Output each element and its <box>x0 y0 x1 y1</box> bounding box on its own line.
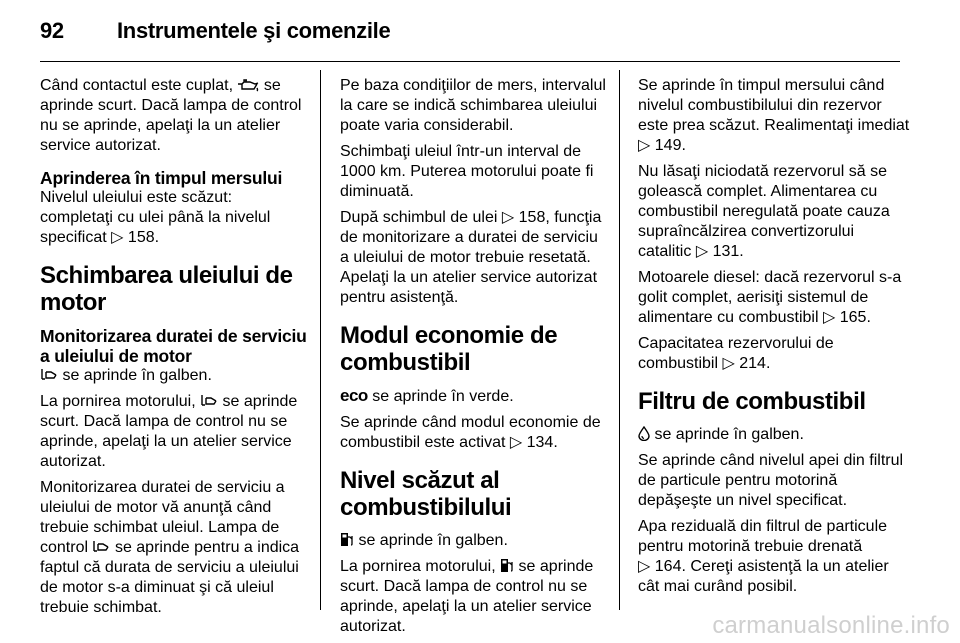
text: se aprinde scurt. Dacă lampa de control nu se aprinde, apelaţi la un atelier service autorizat. <box>40 77 302 154</box>
text: La pornirea motorului, <box>340 558 496 575</box>
paragraph: Se aprinde când nivelul apei din filtrul de particule pentru motorină depăşeşte un nivel specificat. <box>638 452 904 509</box>
text: Cereţi asistenţă la un atelier cât mai curând posibil. <box>638 558 889 595</box>
oil-service-icon <box>92 540 110 554</box>
paragraph <box>340 386 608 407</box>
page-ref-arrow-icon: ▷ <box>509 434 523 451</box>
text: se aprinde pentru a indica faptul că durata de serviciu a uleiului de motor s-a diminuat şi că uleiul trebuie schimbat. <box>40 539 300 616</box>
text: completaţi cu ulei până la nivelul specificat <box>40 209 271 246</box>
paragraph: Pe baza condiţiilor de mers, intervalul la care se indică schimbarea uleiului poate varia considerabil. <box>340 77 606 134</box>
heading-oil-monitor: Monitorizarea duratei de serviciu a uleiului de motor <box>40 326 307 366</box>
paragraph <box>638 425 910 445</box>
text: Se aprinde când modul economie de combustibil este activat <box>340 414 601 451</box>
water-drop-icon <box>638 426 650 441</box>
column-3 <box>638 76 910 603</box>
page-ref[interactable]: 134. <box>526 434 558 451</box>
paragraph <box>40 76 312 156</box>
paragraph <box>40 392 312 472</box>
paragraph <box>638 517 910 597</box>
column-1 <box>40 76 312 624</box>
paragraph <box>340 208 608 308</box>
paragraph <box>340 413 608 453</box>
text: se aprinde în galben. <box>358 532 508 549</box>
page-ref-arrow-icon: ▷ <box>695 243 709 260</box>
text: Capacitatea rezervorului de combustibil <box>638 335 834 372</box>
page-ref-arrow-icon: ▷ <box>722 355 735 372</box>
column-2 <box>340 76 608 643</box>
heading-oil-change: Schimbarea uleiului de motor <box>40 262 293 316</box>
heading-eco-mode: Modul economie de combustibil <box>340 322 558 376</box>
text: se aprinde în galben. <box>654 426 804 443</box>
page-ref[interactable]: 165. <box>839 309 871 326</box>
text: Apa reziduală din filtrul de particule pentru motorină trebuie drenată <box>638 518 888 555</box>
page-ref[interactable]: 214. <box>739 355 771 372</box>
paragraph: Schimbaţi uleiul într-un interval de 1000 km. Puterea motorului poate fi diminuată. <box>340 143 594 200</box>
text: se aprinde scurt. Dacă lampa de control nu se aprinde, apelaţi la un atelier service autorizat. <box>40 393 298 470</box>
text: se aprinde în verde. <box>372 388 514 405</box>
paragraph <box>40 366 312 386</box>
paragraph <box>40 188 312 248</box>
page-ref[interactable]: 158. <box>127 229 160 246</box>
text: Monitorizarea duratei de serviciu a uleiului de motor vă anunţă când trebuie schimbat uleiul. Lampa de control <box>40 479 285 556</box>
text: La pornirea motorului, <box>40 393 196 410</box>
text: După schimbul de ulei <box>340 209 498 226</box>
paragraph <box>638 334 910 374</box>
page-ref-arrow-icon: ▷ <box>638 137 651 154</box>
fuel-pump-icon <box>340 532 354 547</box>
text: se aprinde scurt. Dacă lampa de control nu se aprinde, apelaţi la un atelier service autorizat. <box>340 558 594 635</box>
text: Nivelul uleiului este scăzut: <box>40 189 233 206</box>
page-ref[interactable]: 158, <box>518 209 550 226</box>
paragraph <box>638 268 910 328</box>
page-ref[interactable]: 164. <box>654 558 686 575</box>
heading-fuel-filter: Filtru de combustibil <box>638 388 866 415</box>
page-ref[interactable]: 131. <box>712 243 744 260</box>
text: Motoarele diesel: dacă rezervorul s-a golit complet, aerisiţi sistemul de alimentare cu combustibil <box>638 269 902 326</box>
page-number: 92 <box>40 18 64 43</box>
watermark: carmanualsonline.info <box>712 612 950 639</box>
page-ref-arrow-icon: ▷ <box>501 209 515 226</box>
text: Nu lăsaţi niciodată rezervorul să se golească complet. Alimentarea cu combustibil neregulată poate cauza supraîncălzirea convertizorului catalitic <box>638 163 890 260</box>
header-rule <box>40 61 900 62</box>
page-title: Instrumentele şi comenzile <box>117 18 391 43</box>
text: Când contactul este cuplat, <box>40 77 234 94</box>
paragraph <box>40 478 312 618</box>
oil-service-icon <box>40 368 58 382</box>
paragraph <box>638 162 910 262</box>
page-ref-arrow-icon: ▷ <box>111 229 124 246</box>
fuel-pump-icon <box>500 558 514 573</box>
page-ref-arrow-icon: ▷ <box>822 309 836 326</box>
paragraph <box>340 531 608 551</box>
page-ref[interactable]: 149. <box>654 137 686 154</box>
text: se aprinde în galben. <box>62 367 212 384</box>
eco-icon: eco <box>340 386 368 405</box>
column-divider-2 <box>619 70 620 610</box>
page-ref-arrow-icon: ▷ <box>638 558 651 575</box>
paragraph <box>340 557 608 637</box>
oil-pressure-icon <box>237 79 259 92</box>
heading-low-fuel: Nivel scăzut al combustibilului <box>340 467 512 521</box>
text: funcţia de monitorizare a duratei de serviciu a uleiului de motor trebuie resetată. Apelaţi la un atelier service autorizat pentru asistenţă. <box>340 209 602 306</box>
text: Se aprinde în timpul mersului când nivelul combustibilului din rezervor este prea scăzut. Realimentaţi imediat <box>638 77 910 134</box>
paragraph <box>638 76 910 156</box>
page-header <box>0 0 960 62</box>
heading-driving: Aprinderea în timpul mersului <box>40 168 283 188</box>
column-divider-1 <box>320 70 321 610</box>
oil-service-icon <box>200 394 218 408</box>
